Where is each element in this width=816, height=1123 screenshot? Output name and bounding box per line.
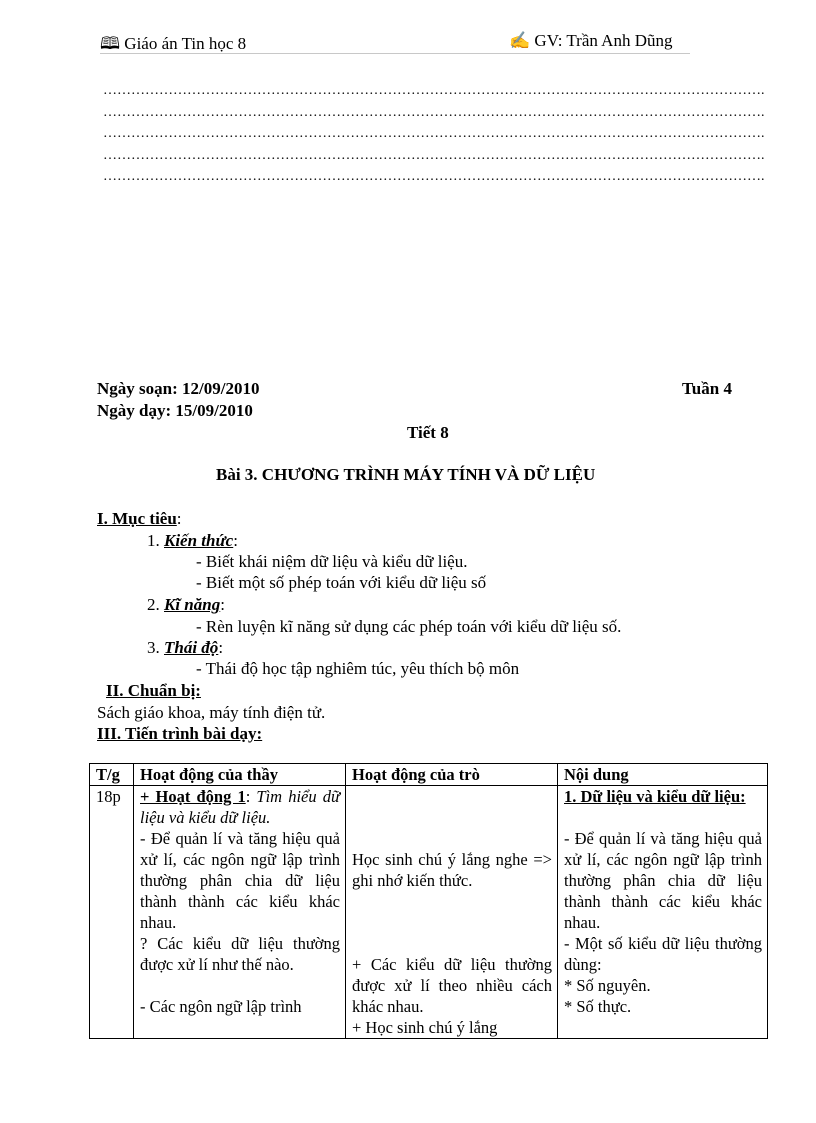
lesson-title: Bài 3. CHƯƠNG TRÌNH MÁY TÍNH VÀ DỮ LIỆU [216, 465, 596, 484]
activity-label: + Hoạt động 1 [140, 787, 246, 806]
header-right: ✍ GV: Trần Anh Dũng [509, 31, 673, 50]
header-student: Hoạt động của trò [346, 764, 558, 786]
knowledge-colon: : [233, 531, 238, 550]
dotted-line: ……………………………………………………………………………………………………………………………. [103, 83, 765, 98]
table-header-row [90, 764, 768, 786]
activity-heading [140, 786, 340, 828]
objectives-title: I. Mục tiêu [97, 509, 177, 528]
knowledge-item: - Biết khái niệm dữ liệu và kiểu dữ liệu. [196, 552, 468, 571]
content-paragraph: - Để quản lí và tăng hiệu quả xử lí, các ngôn ngữ lập trình thường phân chia dữ liệu thành thành các kiểu khác nhau. [564, 829, 762, 932]
skills-number: 2. [147, 595, 164, 614]
attitude-title: Thái độ [164, 638, 219, 657]
header-time: T/g [90, 764, 134, 786]
header-left: 🕮 Giáo án Tin học 8 [100, 34, 247, 53]
dotted-line: ……………………………………………………………………………………………………………………………. [103, 126, 765, 141]
attitude-colon: : [218, 638, 224, 657]
skills-heading [147, 595, 225, 615]
attitude-item: - Thái độ học tập nghiêm túc, yêu thích bộ môn [196, 659, 520, 678]
attitude-heading [147, 638, 223, 658]
prep-date: Ngày soạn: 12/09/2010 [97, 379, 260, 398]
knowledge-item: - Biết một số phép toán với kiểu dữ liệu số [196, 573, 487, 592]
teacher-cell [134, 786, 346, 1039]
knowledge-heading [147, 531, 238, 551]
skills-colon: : [220, 595, 225, 614]
objectives-colon: : [176, 509, 182, 528]
dotted-line: ……………………………………………………………………………………………………………………………. [103, 105, 765, 120]
preparation-heading: II. Chuẩn bị: [106, 681, 201, 700]
lesson-table [89, 763, 768, 1039]
header-teacher: Hoạt động của thầy [134, 764, 346, 786]
progress-heading: III. Tiến trình bài dạy: [97, 724, 263, 743]
skills-item: - Rèn luyện kĩ năng sử dụng các phép toán với kiểu dữ liệu số. [196, 617, 622, 636]
table-row [90, 786, 768, 1039]
activity-title: Tìm hiểu dữ liệu và kiểu dữ liệu. [140, 787, 340, 827]
content-heading: 1. Dữ liệu và kiểu dữ liệu: [564, 787, 746, 806]
student-paragraph: Học sinh chú ý lắng nghe => ghi nhớ kiến thức. [352, 850, 552, 890]
student-paragraph: + Các kiểu dữ liệu thường được xử lí theo nhiều cách khác nhau. [352, 955, 552, 1016]
objectives-heading [97, 509, 182, 529]
period-label: Tiết 8 [407, 423, 449, 442]
header-divider [100, 53, 690, 54]
student-cell [346, 786, 558, 1039]
dotted-line: ……………………………………………………………………………………………………………………………. [103, 148, 765, 163]
content-item: * Số nguyên. [564, 976, 651, 995]
knowledge-title: Kiến thức [164, 531, 234, 550]
content-item: * Số thực. [564, 997, 632, 1016]
content-paragraph: - Một số kiểu dữ liệu thường dùng: [564, 934, 762, 974]
skills-title: Kĩ năng [164, 595, 221, 614]
week-label: Tuần 4 [682, 379, 732, 398]
dotted-line: ……………………………………………………………………………………………………………………………. [103, 169, 765, 184]
preparation-text: Sách giáo khoa, máy tính điện tử. [97, 703, 326, 722]
teacher-question: ? Các kiểu dữ liệu thường được xử lí như thế nào. [140, 934, 340, 974]
header-content: Nội dung [558, 764, 768, 786]
teach-date: Ngày dạy: 15/09/2010 [97, 401, 253, 420]
attitude-number: 3. [147, 638, 164, 657]
knowledge-number: 1. [147, 531, 164, 550]
student-paragraph: + Học sinh chú ý lắng [352, 1018, 498, 1037]
time-cell: 18p [90, 786, 134, 1039]
teacher-paragraph: - Để quản lí và tăng hiệu quả xử lí, các ngôn ngữ lập trình thường phân chia dữ liệu thành thành các kiểu khác nhau. [140, 829, 340, 932]
activity-colon: : [245, 787, 257, 806]
content-cell [558, 786, 768, 1039]
teacher-paragraph: - Các ngôn ngữ lập trình [140, 997, 302, 1016]
